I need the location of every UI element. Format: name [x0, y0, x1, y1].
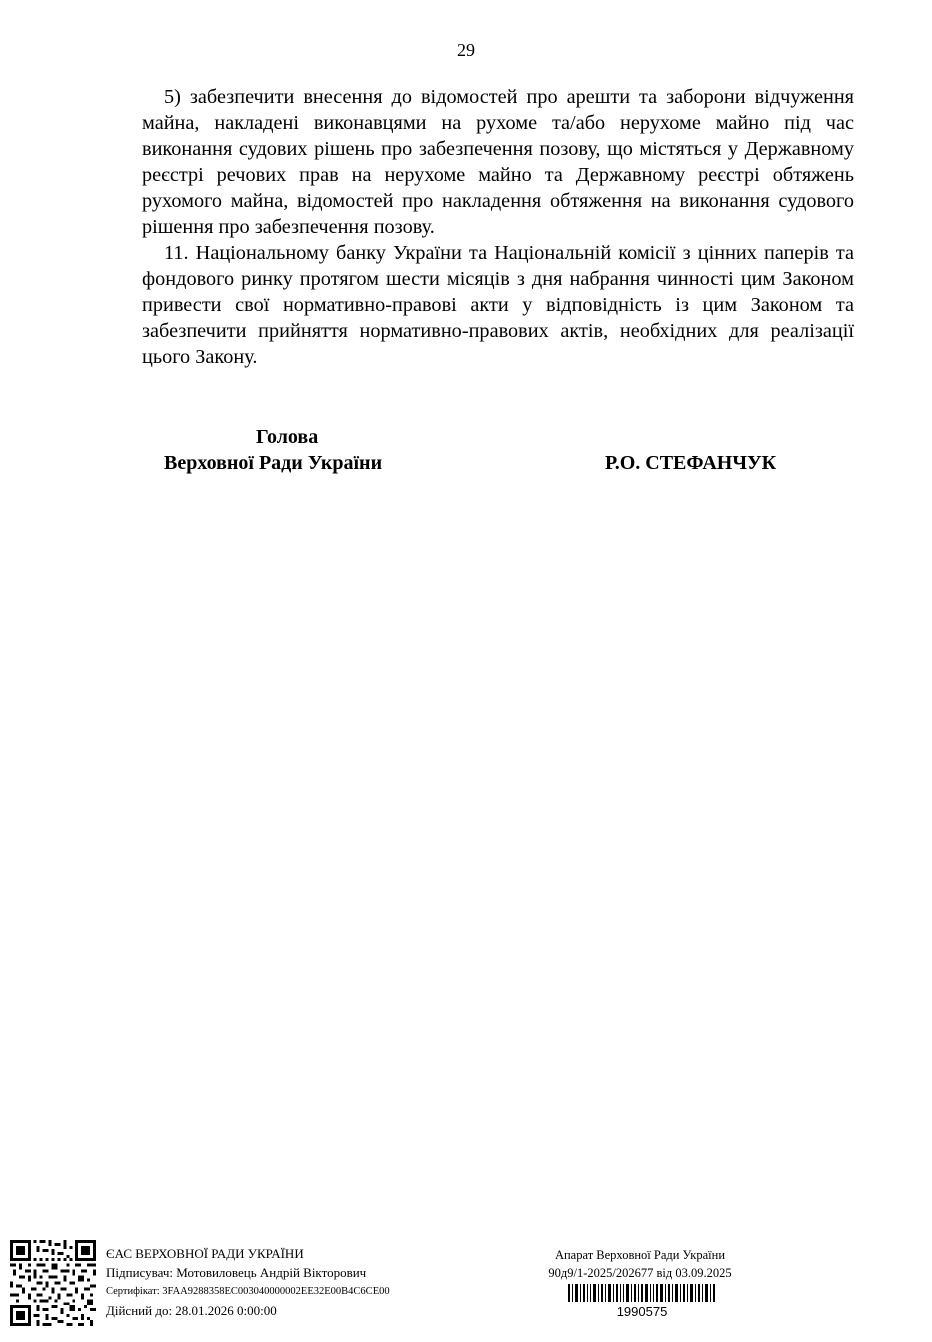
barcode-number: 1990575: [616, 1304, 668, 1319]
paragraph-item-5: 5) забезпечити внесення до відомостей про арешти та заборони відчуження майна, накладені виконавцями на рухоме та/або нерухоме майно під час виконання судових рішень про забезпечення позову, що містяться у Державному реєстрі речових прав на нерухоме майно та Державному реєстрі обтяжень рухомого майна, відомостей про накладення обтяження на виконання судового рішення про забезпечення позову.: [142, 86, 854, 238]
document-footer: [10, 1240, 922, 1332]
esig-certificate: Сертифікат: 3FAA9288358EC003040000002EE32E00B4C6CE00: [106, 1286, 390, 1297]
signatory-name: Р.О. СТЕФАНЧУК: [605, 452, 777, 474]
signatory-title: [142, 424, 442, 476]
barcode-icon: [568, 1284, 716, 1302]
qr-code-icon: [10, 1240, 96, 1326]
document-body: [142, 84, 854, 370]
esig-valid-until: Дійсний до: 28.01.2026 0:00:00: [106, 1303, 277, 1318]
esig-system: ЄАС ВЕРХОВНОЇ РАДИ УКРАЇНИ: [106, 1246, 304, 1261]
signatory-title-line2: Верховної Ради України: [164, 452, 383, 474]
registry-number: 90д9/1-2025/202677 від 03.09.2025: [548, 1266, 732, 1280]
signatory-title-line1: Голова: [256, 426, 319, 448]
registry-block: [528, 1246, 752, 1282]
esig-signer: Підписувач: Мотовиловець Андрій Вікторович: [106, 1265, 367, 1280]
paragraph-item-11: 11. Національному банку України та Національній комісії з цінних паперів та фондового ринку протягом шести місяців з дня набрання чинності цим Законом привести свої нормативно-правові акти у відповідність із цим Законом та забезпечити прийняття нормативно-правових актів, необхідних для реалізації цього Закону.: [142, 242, 854, 368]
e-signature-block: [106, 1244, 390, 1320]
registry-org: Апарат Верховної Ради України: [554, 1248, 726, 1262]
page-number: 29: [457, 40, 475, 60]
